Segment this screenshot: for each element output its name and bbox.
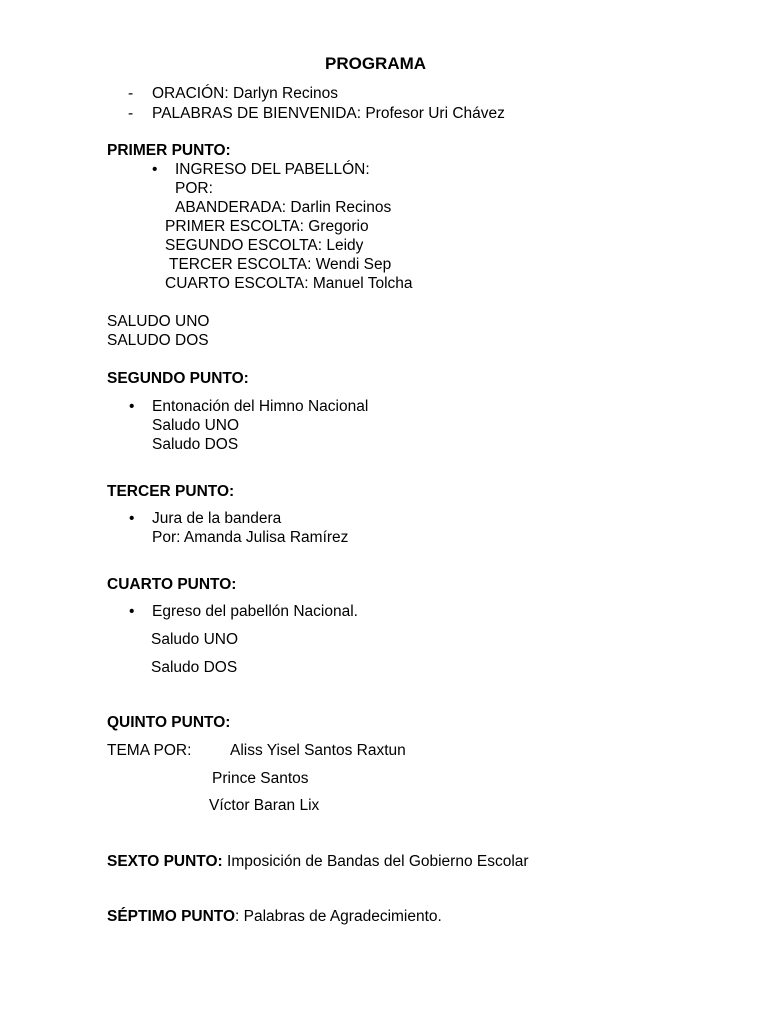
bullet-icon: • bbox=[152, 161, 158, 178]
septimo-punto-line bbox=[107, 907, 442, 926]
bienvenida-line: PALABRAS DE BIENVENIDA: Profesor Uri Chávez bbox=[152, 105, 505, 122]
page-title: PROGRAMA bbox=[325, 54, 427, 73]
por-line: Por: Amanda Julisa Ramírez bbox=[152, 529, 349, 546]
saludo-line: SALUDO DOS bbox=[107, 332, 209, 349]
bullet-icon: • bbox=[129, 510, 135, 527]
primer-punto-heading: PRIMER PUNTO: bbox=[107, 142, 231, 159]
jura-bandera-item: Jura de la bandera bbox=[152, 510, 282, 527]
escolta-line: TERCER ESCOLTA: Wendi Sep bbox=[169, 256, 392, 273]
por-label: POR: bbox=[175, 180, 213, 197]
egreso-item: Egreso del pabellón Nacional. bbox=[152, 603, 358, 620]
bullet-icon: • bbox=[129, 398, 135, 415]
tercer-punto-heading: TERCER PUNTO: bbox=[107, 483, 235, 500]
saludo-line: Saludo DOS bbox=[152, 436, 239, 453]
tema-name: Aliss Yisel Santos Raxtun bbox=[230, 742, 406, 759]
quinto-punto-heading: QUINTO PUNTO: bbox=[107, 714, 231, 731]
escolta-line: PRIMER ESCOLTA: Gregorio bbox=[165, 218, 369, 235]
septimo-punto-text: : Palabras de Agradecimiento. bbox=[235, 908, 442, 925]
escolta-line: SEGUNDO ESCOLTA: Leidy bbox=[165, 237, 364, 254]
bullet-icon: • bbox=[129, 603, 135, 620]
sexto-punto-text: Imposición de Bandas del Gobierno Escolar bbox=[222, 853, 529, 870]
dash-marker: - bbox=[128, 105, 134, 122]
tema-label: TEMA POR: bbox=[107, 742, 192, 759]
tema-name: Víctor Baran Lix bbox=[209, 797, 320, 814]
abanderada-line: ABANDERADA: Darlin Recinos bbox=[175, 199, 392, 216]
sexto-punto-line bbox=[107, 852, 529, 871]
septimo-punto-heading: SÉPTIMO PUNTO bbox=[107, 908, 236, 925]
tema-name: Prince Santos bbox=[212, 770, 309, 787]
cuarto-punto-heading: CUARTO PUNTO: bbox=[107, 576, 237, 593]
saludo-line: Saludo DOS bbox=[151, 659, 238, 676]
sexto-punto-heading: SEXTO PUNTO: bbox=[107, 853, 223, 870]
segundo-punto-heading: SEGUNDO PUNTO: bbox=[107, 370, 249, 387]
oracion-line: ORACIÓN: Darlyn Recinos bbox=[152, 85, 339, 102]
escolta-line: CUARTO ESCOLTA: Manuel Tolcha bbox=[165, 275, 413, 292]
himno-item: Entonación del Himno Nacional bbox=[152, 398, 369, 415]
ingreso-pabellon-item: INGRESO DEL PABELLÓN: bbox=[175, 161, 370, 178]
saludo-line: Saludo UNO bbox=[151, 631, 239, 648]
dash-marker: - bbox=[128, 85, 134, 102]
saludo-line: Saludo UNO bbox=[152, 417, 240, 434]
saludo-line: SALUDO UNO bbox=[107, 313, 210, 330]
